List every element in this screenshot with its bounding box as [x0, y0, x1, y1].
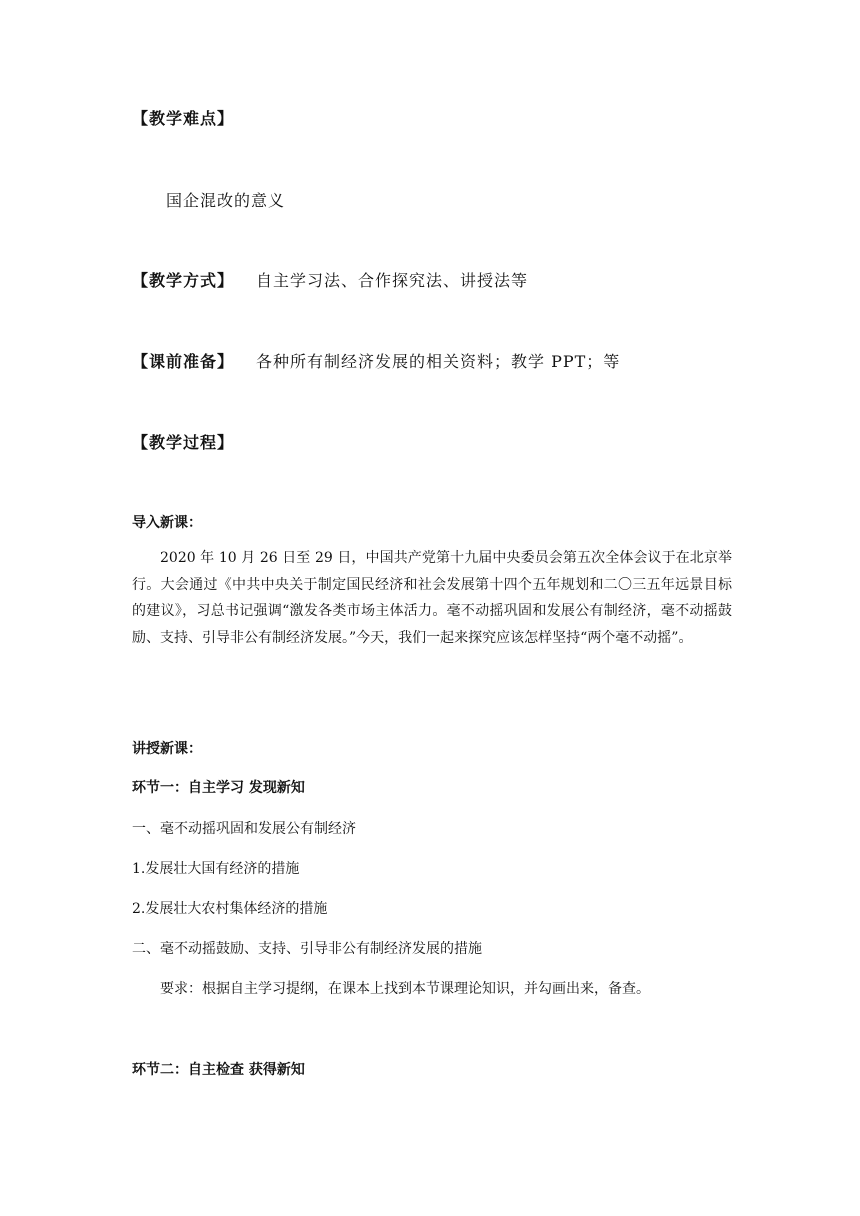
process-heading: 【教学过程】	[132, 433, 235, 452]
prep-row	[132, 349, 620, 372]
difficulty-content: 国企混改的意义	[166, 191, 286, 210]
step1-item-2: 1.发展壮大国有经济的措施	[132, 861, 300, 877]
step2-heading: 环节二：自主检查 获得新知	[132, 1062, 305, 1078]
lecture-heading: 讲授新课：	[132, 741, 202, 757]
method-content: 自主学习法、合作探究法、讲授法等	[256, 271, 529, 290]
method-row	[132, 268, 528, 291]
prep-heading: 【课前准备】	[132, 352, 235, 371]
difficulty-heading: 【教学难点】	[132, 109, 235, 128]
intro-paragraph: 2020 年 10 月 26 日至 29 日，中国共产党第十九届中央委员会第五次全体会议于在北京举行。大会通过《中共中央关于制定国民经济和社会发展第十四个五年规划和二〇三五年远景目标的建议》，习总书记强调“激发各类市场主体活力。毫不动摇巩固和发展公有制经济，毫不动摇鼓励、支持、引导非公有制经济发展。”今天，我们一起来探究应该怎样坚持“两个毫不动摇”。	[132, 550, 732, 646]
step1-heading: 环节一：自主学习 发现新知	[132, 780, 305, 796]
step1-item-1: 一、毫不动摇巩固和发展公有制经济	[132, 821, 356, 837]
prep-content: 各种所有制经济发展的相关资料；教学 PPT；等	[256, 352, 621, 371]
step1-item-3: 2.发展壮大农村集体经济的措施	[132, 901, 328, 917]
step1-requirement: 要求：根据自主学习提纲，在课本上找到本节课理论知识，并勾画出来，备查。	[160, 981, 650, 997]
method-heading: 【教学方式】	[132, 271, 235, 290]
intro-heading: 导入新课：	[132, 515, 202, 531]
step1-item-4: 二、毫不动摇鼓励、支持、引导非公有制经济发展的措施	[132, 941, 482, 957]
